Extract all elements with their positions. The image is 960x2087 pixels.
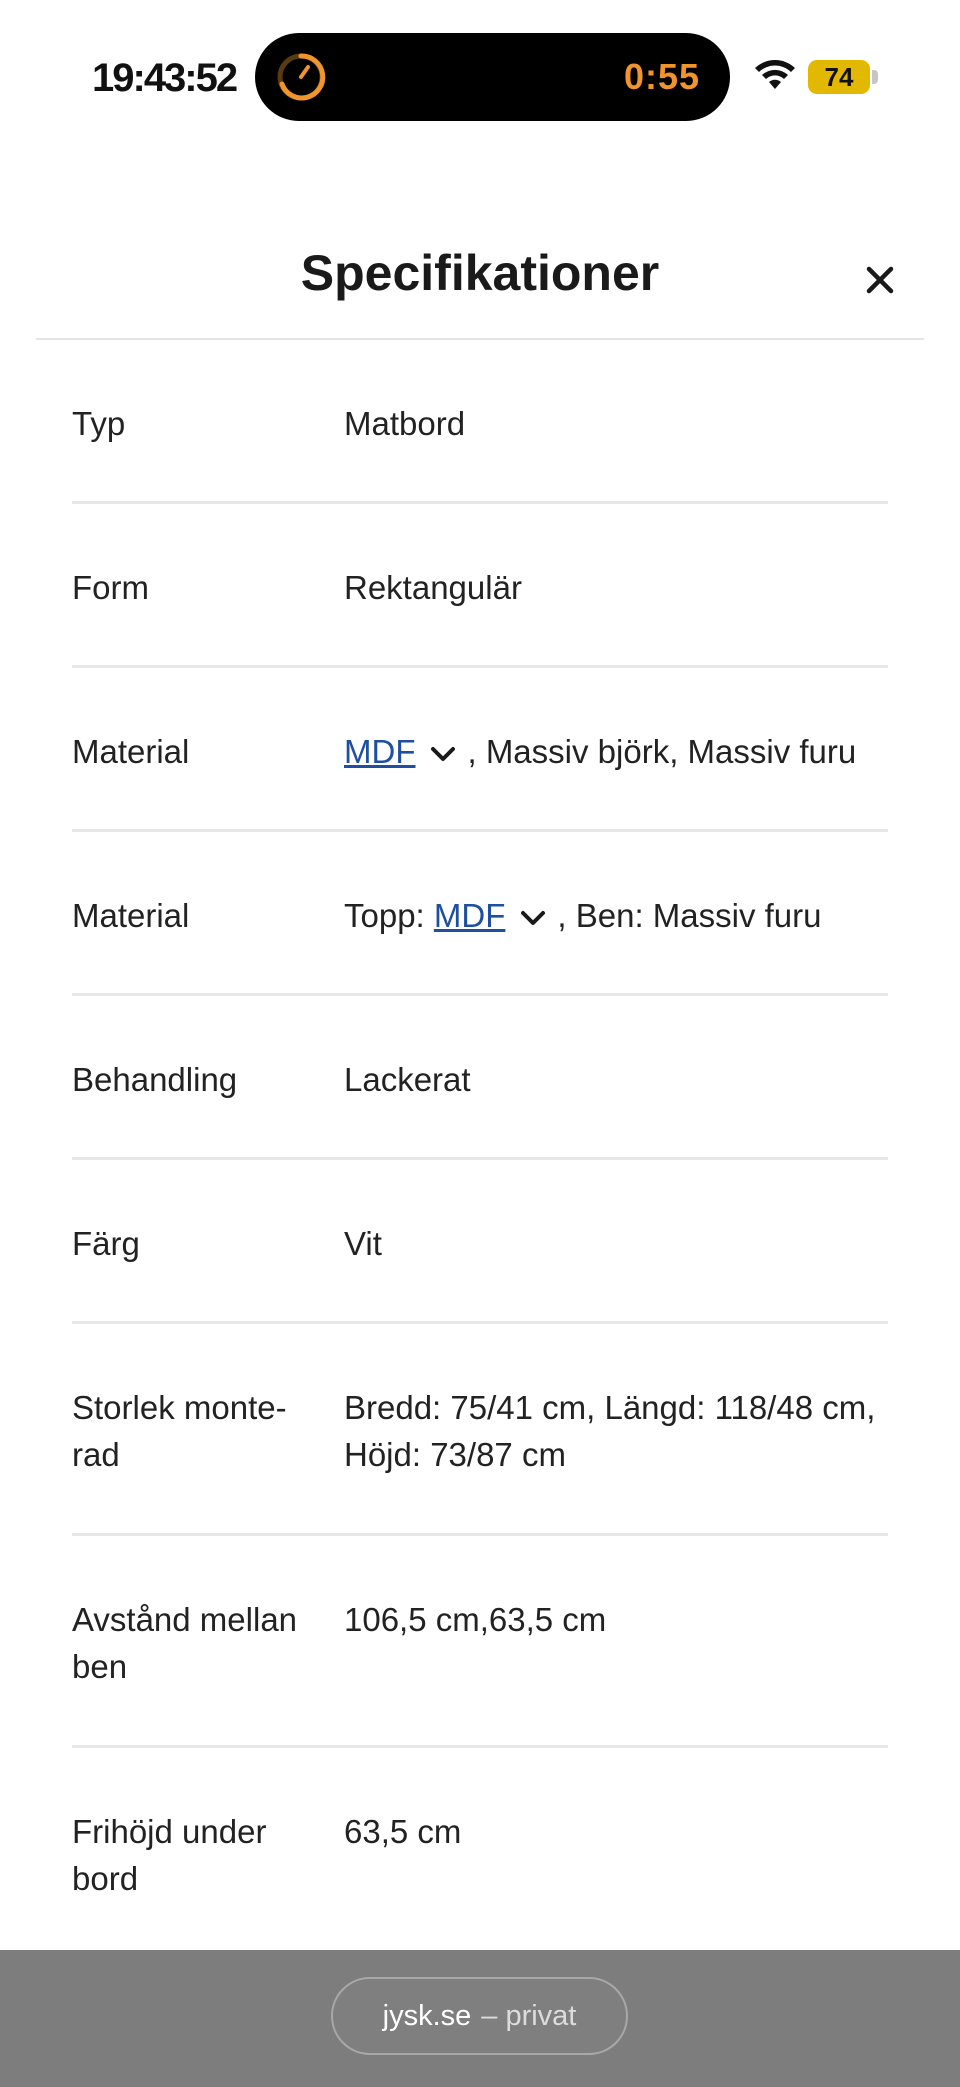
spec-list (72, 340, 888, 1960)
spec-value: Vit (344, 1225, 382, 1262)
private-mode-label: – privat (481, 1999, 577, 2032)
timer-icon (275, 51, 327, 103)
spec-value: Bredd: 75/41 cm, Längd: 118/48 cm, Höjd: 73/87 cm (344, 1389, 876, 1473)
modal-header (36, 220, 924, 340)
battery-level: 74 (824, 62, 854, 92)
spec-value: 106,5 cm,63,5 cm (344, 1601, 607, 1638)
wifi-icon (752, 58, 798, 92)
address-bar[interactable] (331, 1977, 628, 2055)
chevron-down-icon[interactable] (515, 905, 551, 931)
spec-row (72, 1324, 888, 1536)
spec-label: Typ (72, 405, 126, 442)
spec-row (72, 1748, 888, 1960)
status-bar (0, 0, 960, 130)
spec-label: Material (72, 733, 190, 770)
mdf-link[interactable]: MDF (433, 897, 506, 934)
mdf-link[interactable]: MDF (344, 733, 416, 770)
spec-label: Form (72, 569, 149, 606)
spec-row (72, 832, 888, 996)
spec-value: Lackerat (344, 1061, 471, 1098)
dynamic-island[interactable] (255, 33, 730, 121)
spec-label: Storlek monte-rad (72, 1389, 287, 1473)
modal-title: Specifikationer (300, 245, 660, 301)
spec-label: Frihöjd under bord (72, 1813, 267, 1897)
spec-value: Rektangulär (344, 569, 522, 606)
spec-value-rest: , Ben: Massiv furu (557, 897, 822, 934)
spec-row (72, 340, 888, 504)
spec-row (72, 1160, 888, 1324)
spec-label: Avstånd mellan ben (72, 1601, 298, 1685)
spec-value-rest: , Massiv björk, Massiv furu (467, 733, 857, 770)
spec-value (344, 728, 888, 771)
spec-row (72, 668, 888, 832)
spec-label: Material (72, 897, 190, 934)
url-domain: jysk.se (382, 1999, 472, 2032)
spec-label: Behandling (72, 1061, 238, 1098)
spec-row (72, 996, 888, 1160)
spec-label: Färg (72, 1225, 140, 1262)
spec-value: Matbord (344, 405, 466, 442)
close-icon (865, 265, 895, 295)
spec-value (344, 892, 888, 935)
spec-row (72, 504, 888, 668)
battery-icon (808, 60, 882, 94)
spec-value-prefix: Topp: (344, 897, 434, 934)
spec-value: 63,5 cm (344, 1813, 462, 1850)
status-time: 19:43:52 (92, 56, 237, 100)
close-button[interactable] (856, 256, 904, 304)
live-activity-timer: 0:55 (623, 56, 700, 97)
spec-row (72, 1536, 888, 1748)
browser-bottom-bar (0, 1950, 960, 2087)
chevron-down-icon[interactable] (425, 741, 461, 767)
